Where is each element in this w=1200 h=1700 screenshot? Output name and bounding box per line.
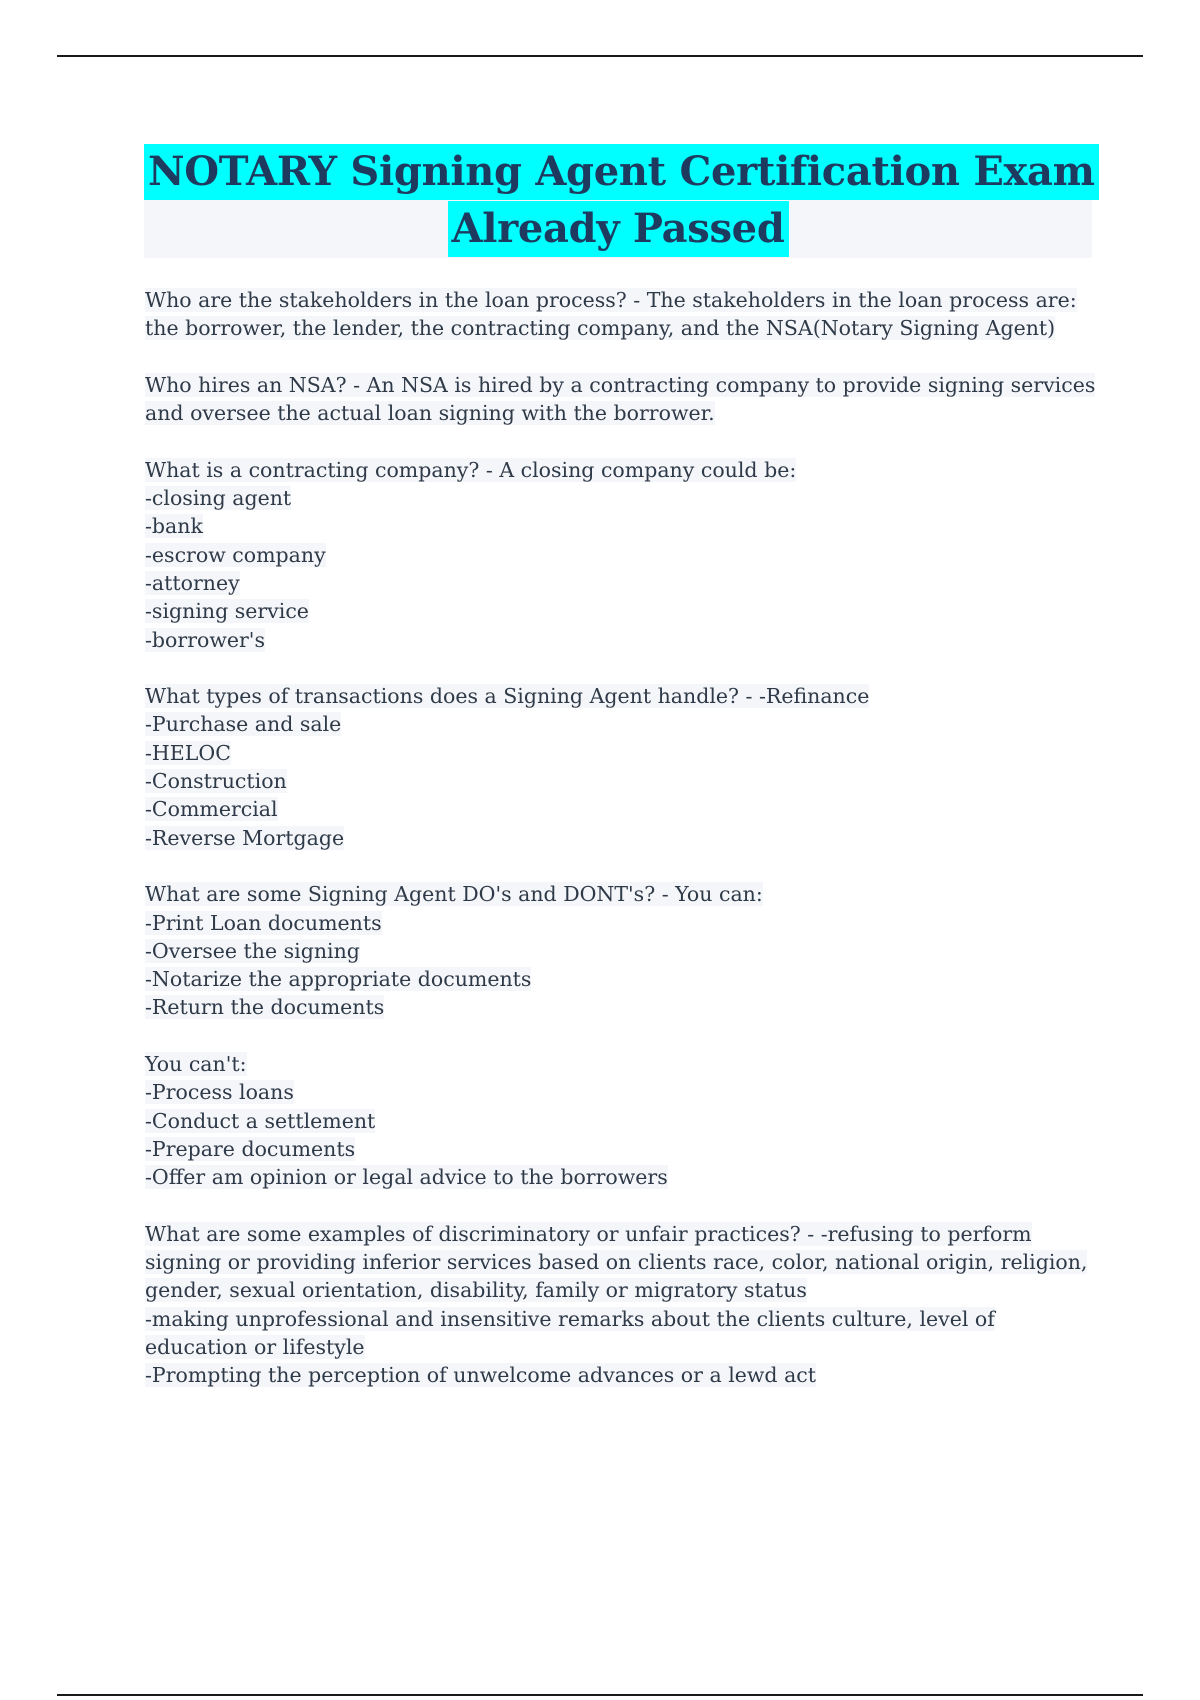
- answer-line: [145, 993, 1085, 1021]
- answer-line: [145, 1135, 1085, 1163]
- line-text: -Print Loan documents: [145, 910, 382, 935]
- line-text: -signing service: [145, 599, 309, 624]
- top-rule: [57, 55, 1143, 57]
- bottom-rule: [57, 1694, 1143, 1696]
- title-line-2: Already Passed: [448, 201, 789, 257]
- line-text: Who hires an NSA? - An NSA is hired by a contracting company to provide signing services: [145, 372, 1096, 397]
- answer-line: [145, 1078, 1085, 1106]
- qa-block: [145, 1220, 1088, 1390]
- answer-line: [145, 909, 1085, 937]
- answer-line: [145, 710, 1085, 738]
- line-text: -Prompting the perception of unwelcome advances or a lewd act: [145, 1363, 817, 1388]
- answer-line: [145, 597, 1085, 625]
- line-text: -attorney: [145, 570, 240, 595]
- answer-line: [145, 767, 1085, 795]
- question-line: [145, 286, 1085, 314]
- line-text: What are some examples of discriminatory or unfair practices? - -refusing to perform: [145, 1221, 1032, 1246]
- qa-block: [145, 1050, 1085, 1191]
- document-title: [144, 144, 1095, 258]
- qa-block: [145, 456, 1085, 654]
- line-text: -Process loans: [145, 1080, 294, 1105]
- answer-line: [145, 965, 1085, 993]
- answer-line: [145, 739, 1085, 767]
- answer-line: [145, 626, 1085, 654]
- line-text: -Prepare documents: [145, 1136, 356, 1161]
- answer-line: [145, 937, 1085, 965]
- question-line: [145, 371, 1096, 399]
- line-text: -Reverse Mortgage: [145, 825, 345, 850]
- line-text: -bank: [145, 514, 203, 539]
- answer-line: [145, 1305, 1085, 1333]
- question-line: [145, 682, 1085, 710]
- line-text: -making unprofessional and insensitive remarks about the clients culture, level of: [145, 1306, 995, 1331]
- document-body: [145, 286, 1096, 1418]
- line-text: What is a contracting company? - A closing company could be:: [145, 457, 797, 482]
- line-text: -escrow company: [145, 542, 326, 567]
- line-text: Who are the stakeholders in the loan process? - The stakeholders in the loan process are:: [145, 288, 1077, 312]
- line-text: You can't:: [145, 1052, 247, 1077]
- answer-line: [145, 569, 1085, 597]
- answer-line: [145, 1163, 1085, 1191]
- line-text: and oversee the actual loan signing with the borrower.: [145, 401, 715, 426]
- answer-line: [145, 512, 1085, 540]
- line-text: gender, sexual orientation, disability, family or migratory status: [145, 1278, 807, 1303]
- answer-line: [145, 1107, 1085, 1135]
- line-text: signing or providing inferior services based on clients race, color, national origin, religion,: [145, 1250, 1088, 1275]
- answer-line: [145, 1276, 1085, 1304]
- line-text: -Commercial: [145, 797, 278, 822]
- answer-line: [145, 484, 1085, 512]
- line-text: What types of transactions does a Signing Agent handle? - -Refinance: [145, 684, 870, 709]
- qa-block: [145, 371, 1096, 428]
- line-text: -borrower's: [145, 627, 265, 652]
- line-text: -Conduct a settlement: [145, 1108, 376, 1133]
- line-text: -Construction: [145, 769, 287, 794]
- line-text: -Return the documents: [145, 995, 385, 1020]
- question-line: [145, 1220, 1085, 1248]
- question-line: [145, 1050, 1085, 1078]
- question-line: [145, 880, 1085, 908]
- answer-line: [145, 541, 1085, 569]
- answer-line: [145, 824, 1085, 852]
- line-text: What are some Signing Agent DO's and DONT's? - You can:: [145, 882, 763, 907]
- question-line: [145, 456, 1085, 484]
- line-text: -HELOC: [145, 740, 231, 765]
- qa-block: [145, 880, 1085, 1021]
- answer-line: [145, 1333, 1085, 1361]
- line-text: -Notarize the appropriate documents: [145, 967, 532, 992]
- line-text: -closing agent: [145, 486, 292, 511]
- line-text: -Purchase and sale: [145, 712, 342, 737]
- qa-block: [145, 286, 1085, 343]
- line-text: the borrower, the lender, the contracting company, and the NSA(Notary Signing Agent): [145, 316, 1056, 341]
- line-text: -Oversee the signing: [145, 938, 360, 963]
- qa-block: [145, 682, 1085, 852]
- line-text: -Offer am opinion or legal advice to the borrowers: [145, 1165, 668, 1190]
- title-line-1: NOTARY Signing Agent Certification Exam: [144, 144, 1099, 200]
- line-text: education or lifestyle: [145, 1334, 365, 1359]
- answer-line: [145, 1361, 1085, 1389]
- answer-line: [145, 399, 1085, 427]
- answer-line: [145, 795, 1085, 823]
- answer-line: [145, 314, 1085, 342]
- answer-line: [145, 1248, 1088, 1276]
